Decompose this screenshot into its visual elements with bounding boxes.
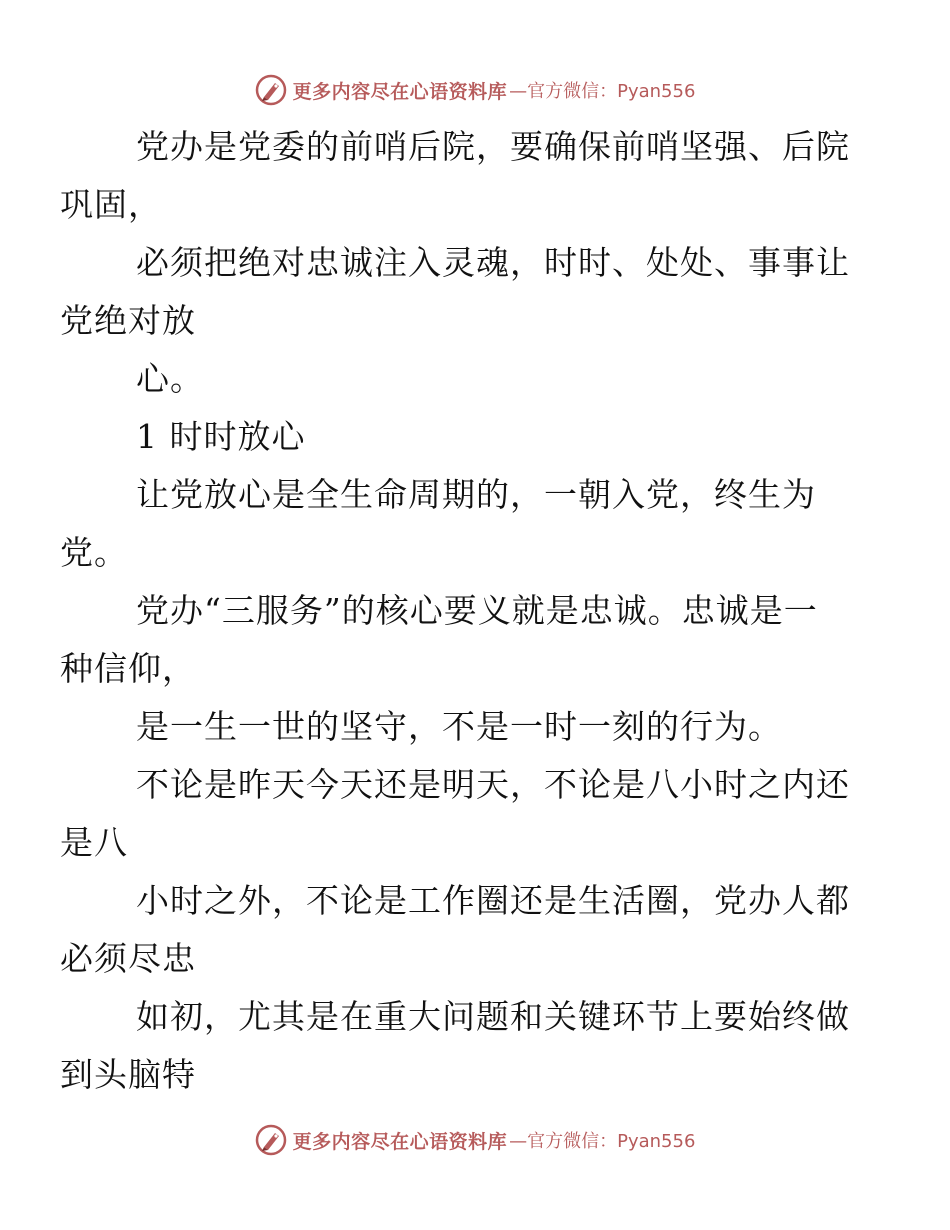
footer-banner: [0, 1120, 950, 1160]
paragraph: [60, 756, 858, 872]
text-line: 心。: [136, 359, 204, 398]
text-line: 不论是昨天今天还是明天，不论是八小时之内还: [136, 765, 850, 804]
text-line: 小时之外，不论是工作圈还是生活圈，党办人都: [136, 881, 850, 920]
section-heading: 1 时时放心: [136, 417, 306, 456]
text-line: 让党放心是全生命周期的，一朝入党，终生为: [136, 475, 816, 514]
paragraph: [60, 872, 858, 988]
text-line: 党。: [60, 533, 128, 572]
text-line: 到头脑特: [60, 1055, 196, 1094]
text-line: 党办“三服务”的核心要义就是忠诚。忠诚是一: [136, 591, 818, 630]
text-line: 必须把绝对忠诚注入灵魂，时时、处处、事事让: [136, 243, 850, 282]
text-line: 必须尽忠: [60, 939, 196, 978]
text-line: 党绝对放: [60, 301, 196, 340]
text-line: 巩固，: [60, 185, 162, 224]
banner-wechat: —官方微信：Pyan556: [509, 81, 696, 102]
text-line: 如初，尤其是在重大问题和关键环节上要始终做: [136, 997, 850, 1036]
text-line: 是一生一世的坚守，不是一时一刻的行为。: [136, 707, 782, 746]
text-line: 是八: [60, 823, 128, 862]
paragraph: [60, 582, 858, 698]
paragraph: [60, 118, 858, 234]
paragraph: [60, 466, 858, 582]
pen-logo-icon: [255, 74, 287, 106]
paragraph: [98, 698, 858, 756]
paragraph: [60, 988, 858, 1104]
pen-logo-icon: [255, 1124, 287, 1156]
paragraph: [98, 408, 858, 466]
paragraph: [60, 234, 858, 350]
banner-title: 更多内容尽在心语资料库: [292, 80, 508, 103]
paragraph: [98, 350, 858, 408]
banner-wechat: —官方微信：Pyan556: [509, 1131, 696, 1152]
banner-title: 更多内容尽在心语资料库: [292, 1130, 508, 1153]
document-body: [60, 118, 858, 1104]
text-line: 党办是党委的前哨后院，要确保前哨坚强、后院: [136, 127, 850, 166]
text-line: 种信仰，: [60, 649, 196, 688]
header-banner: [0, 70, 950, 110]
